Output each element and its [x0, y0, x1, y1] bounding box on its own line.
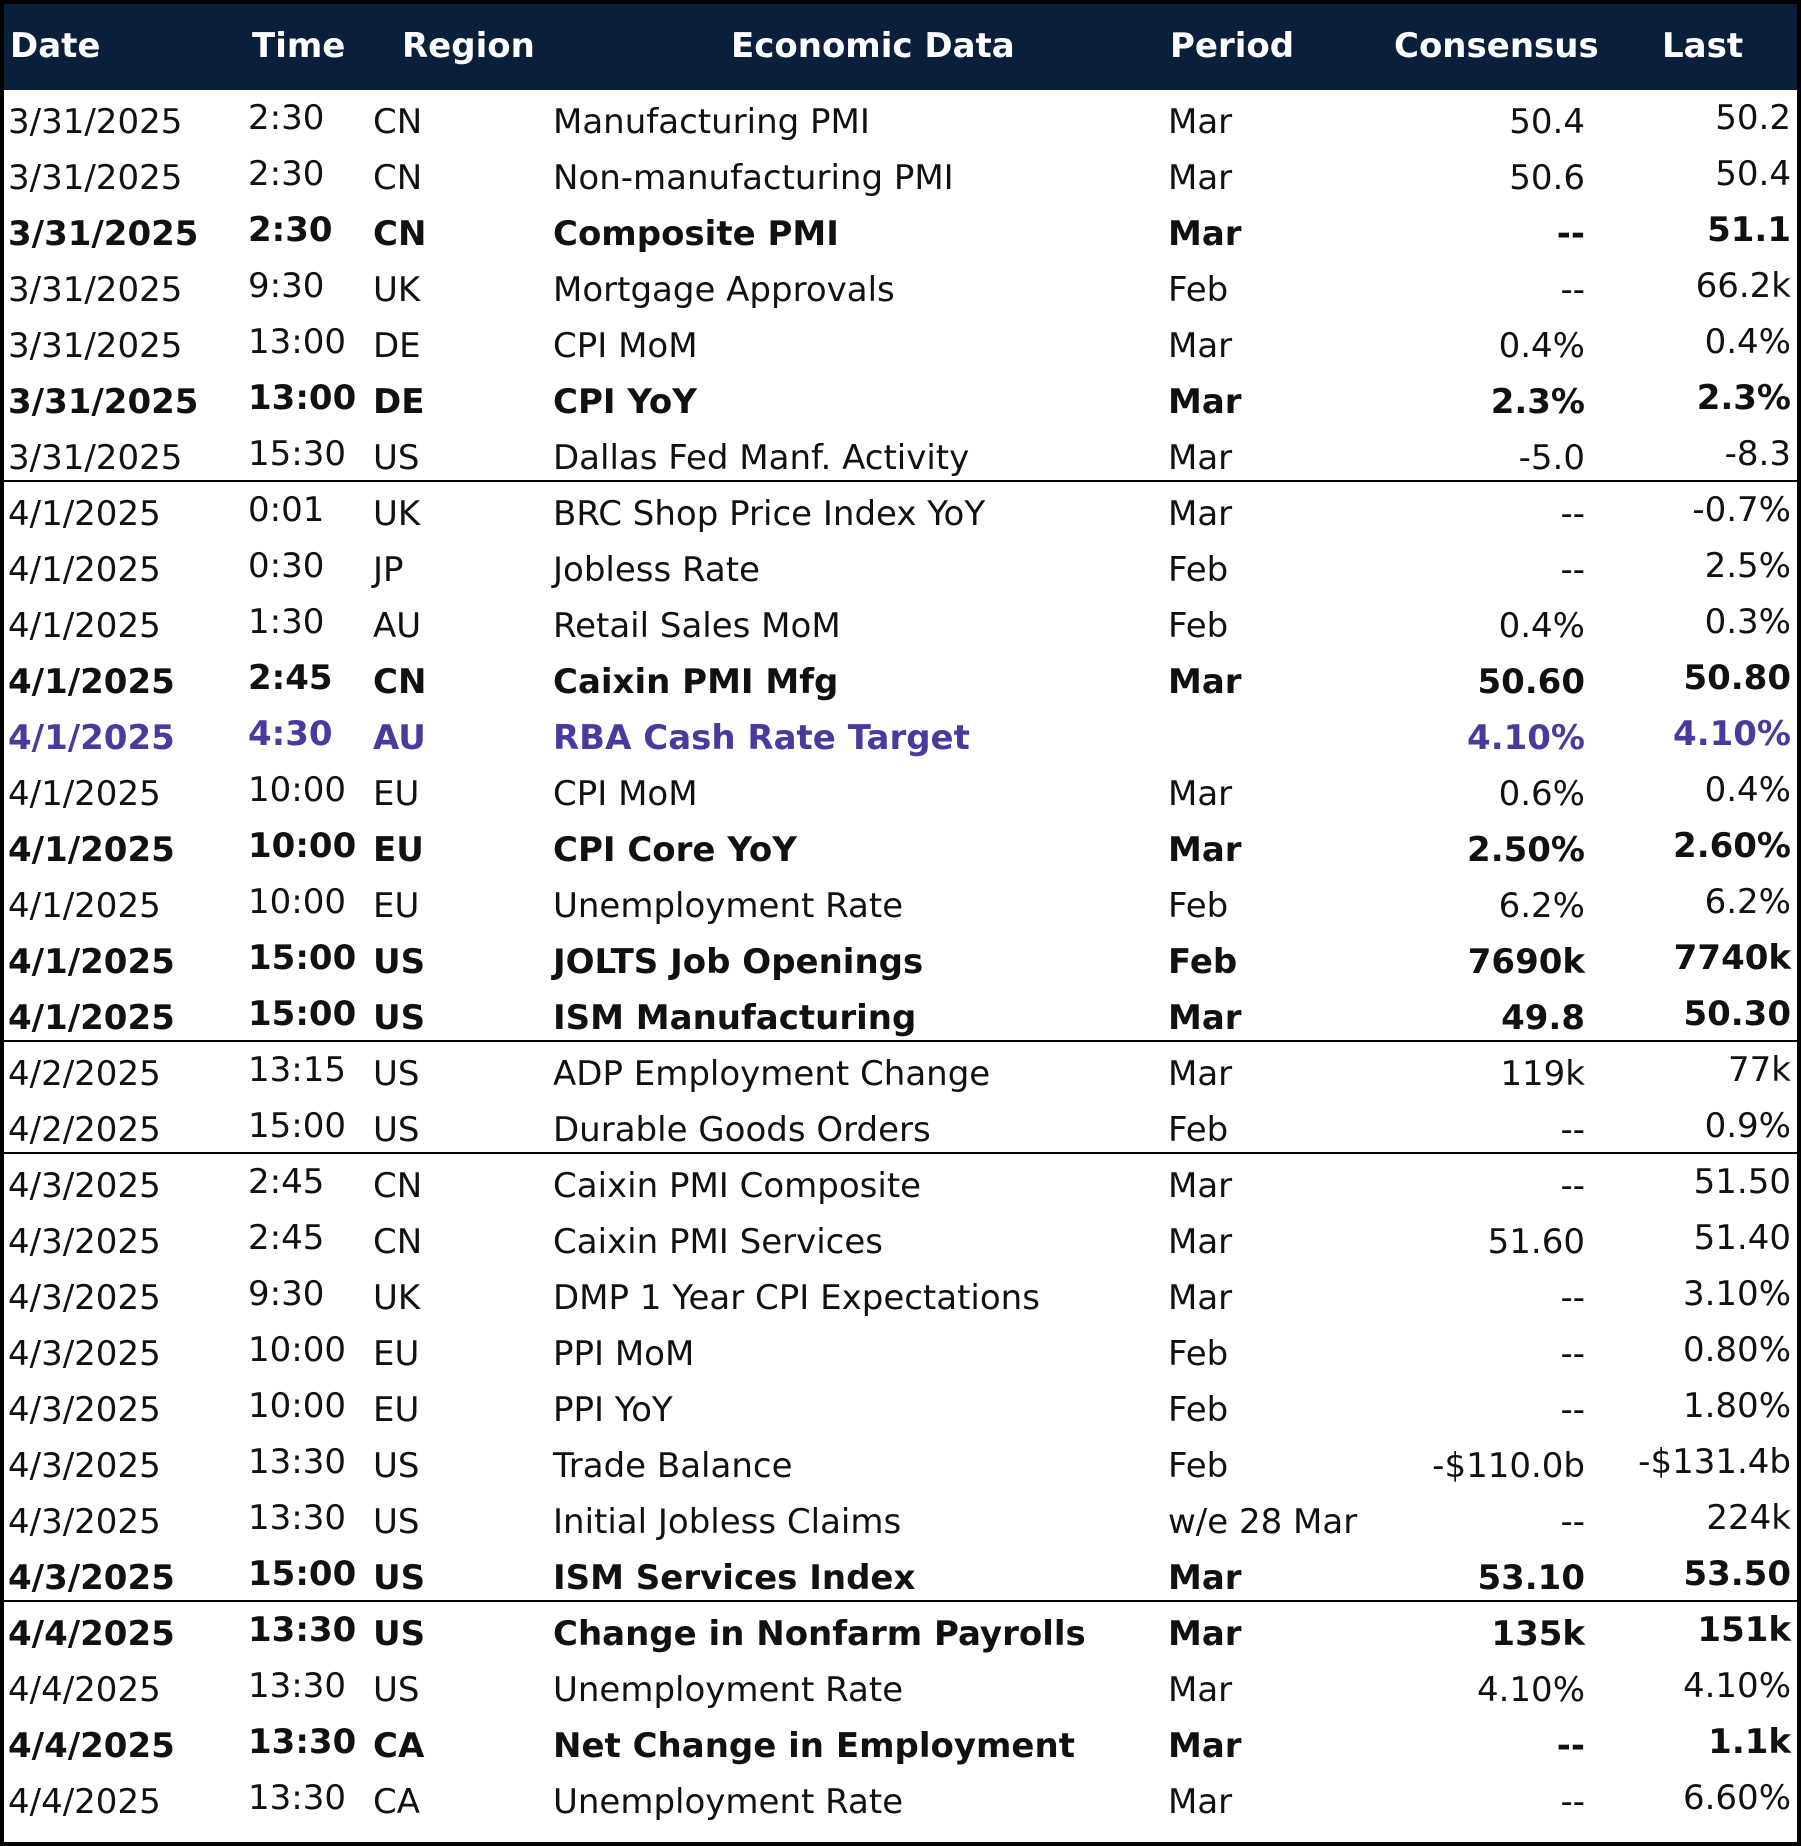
cell-region: CN: [373, 1166, 423, 1206]
cell-region: US: [373, 1502, 420, 1542]
cell-time: 15:00: [248, 994, 357, 1034]
cell-period: Mar: [1168, 998, 1242, 1038]
cell-period: Feb: [1168, 550, 1229, 590]
cell-region: US: [373, 1446, 420, 1486]
cell-last: 50.80: [1683, 658, 1791, 698]
cell-period: Mar: [1168, 1278, 1233, 1318]
cell-date: 3/31/2025: [8, 214, 199, 254]
header-consensus: Consensus: [1394, 26, 1599, 66]
table-row: [4, 1210, 1797, 1266]
table-row: [4, 930, 1797, 986]
header-region: Region: [402, 26, 535, 66]
table-row: [4, 90, 1797, 146]
cell-time: 2:30: [248, 210, 333, 250]
cell-period: Mar: [1168, 1222, 1233, 1262]
cell-economic-data: Unemployment Rate: [553, 886, 904, 926]
table-row: [4, 370, 1797, 426]
header-last: Last: [1662, 26, 1744, 66]
cell-time: 2:30: [248, 98, 325, 138]
cell-time: 10:00: [248, 882, 346, 922]
cell-last: 0.4%: [1704, 770, 1791, 810]
cell-period: Mar: [1168, 774, 1233, 814]
cell-region: US: [373, 1670, 420, 1710]
table-row: [4, 426, 1797, 482]
cell-economic-data: ADP Employment Change: [553, 1054, 991, 1094]
cell-date: 4/4/2025: [8, 1782, 161, 1822]
cell-time: 13:30: [248, 1722, 357, 1762]
cell-time: 15:00: [248, 1106, 346, 1146]
cell-time: 10:00: [248, 770, 346, 810]
table-row: [4, 1098, 1797, 1154]
table-row: [4, 1154, 1797, 1210]
cell-period: Feb: [1168, 1390, 1229, 1430]
cell-time: 1:30: [248, 602, 325, 642]
cell-last: 0.80%: [1682, 1330, 1791, 1370]
cell-region: CN: [373, 214, 427, 254]
cell-economic-data: Mortgage Approvals: [553, 270, 895, 310]
cell-last: 3.10%: [1682, 1274, 1791, 1314]
cell-date: 3/31/2025: [8, 270, 183, 310]
cell-consensus: 2.50%: [1467, 830, 1585, 870]
cell-consensus: --: [1556, 214, 1585, 254]
cell-economic-data: Caixin PMI Services: [553, 1222, 883, 1262]
cell-region: CN: [373, 158, 423, 198]
cell-period: Mar: [1168, 1166, 1233, 1206]
cell-period: Feb: [1168, 270, 1229, 310]
cell-economic-data: Durable Goods Orders: [553, 1110, 931, 1150]
cell-date: 4/3/2025: [8, 1222, 161, 1262]
cell-time: 10:00: [248, 1386, 346, 1426]
cell-date: 4/1/2025: [8, 942, 175, 982]
cell-date: 4/1/2025: [8, 550, 161, 590]
cell-time: 13:30: [248, 1778, 346, 1818]
cell-consensus: 135k: [1491, 1614, 1585, 1654]
cell-last: 0.9%: [1704, 1106, 1791, 1146]
cell-last: 1.80%: [1682, 1386, 1791, 1426]
cell-region: DE: [373, 382, 425, 422]
cell-region: JP: [373, 550, 404, 590]
cell-date: 4/3/2025: [8, 1558, 175, 1598]
cell-consensus: --: [1560, 1166, 1585, 1206]
cell-period: Mar: [1168, 438, 1233, 478]
cell-last: -$131.4b: [1638, 1442, 1791, 1482]
cell-period: Mar: [1168, 1614, 1242, 1654]
cell-economic-data: ISM Manufacturing: [553, 998, 917, 1038]
cell-economic-data: Jobless Rate: [553, 550, 760, 590]
table-row: [4, 1378, 1797, 1434]
cell-last: 50.2: [1715, 98, 1791, 138]
table-row: [4, 1714, 1797, 1770]
table-row: [4, 874, 1797, 930]
cell-region: US: [373, 998, 426, 1038]
cell-period: Feb: [1168, 1110, 1229, 1150]
cell-time: 2:45: [248, 1162, 325, 1202]
cell-region: CA: [373, 1726, 425, 1766]
cell-period: Mar: [1168, 326, 1233, 366]
table-row: [4, 1602, 1797, 1658]
cell-date: 4/1/2025: [8, 998, 175, 1038]
cell-consensus: --: [1560, 494, 1585, 534]
cell-economic-data: BRC Shop Price Index YoY: [553, 494, 986, 534]
cell-region: UK: [373, 270, 421, 310]
cell-time: 13:30: [248, 1610, 357, 1650]
cell-last: 66.2k: [1695, 266, 1791, 306]
cell-consensus: 50.4: [1509, 102, 1585, 142]
cell-consensus: 4.10%: [1476, 1670, 1585, 1710]
cell-last: -0.7%: [1692, 490, 1791, 530]
cell-period: Mar: [1168, 382, 1242, 422]
cell-period: Feb: [1168, 1334, 1229, 1374]
cell-region: EU: [373, 774, 420, 814]
cell-economic-data: ISM Services Index: [553, 1558, 916, 1598]
cell-consensus: --: [1556, 1726, 1585, 1766]
cell-economic-data: JOLTS Job Openings: [553, 942, 924, 982]
cell-last: 0.4%: [1704, 322, 1791, 362]
table-row: [4, 1322, 1797, 1378]
cell-date: 4/3/2025: [8, 1502, 161, 1542]
cell-date: 3/31/2025: [8, 158, 183, 198]
cell-region: UK: [373, 1278, 421, 1318]
cell-region: UK: [373, 494, 421, 534]
cell-region: EU: [373, 1390, 420, 1430]
cell-region: DE: [373, 326, 421, 366]
cell-consensus: 50.6: [1509, 158, 1585, 198]
cell-last: 7740k: [1673, 938, 1791, 978]
cell-last: 4.10%: [1682, 1666, 1791, 1706]
cell-last: 50.30: [1683, 994, 1791, 1034]
cell-time: 2:30: [248, 154, 325, 194]
cell-period: Feb: [1168, 606, 1229, 646]
cell-region: AU: [373, 606, 422, 646]
cell-time: 2:45: [248, 1218, 325, 1258]
cell-region: US: [373, 942, 426, 982]
table-row: [4, 314, 1797, 370]
cell-date: 4/3/2025: [8, 1446, 161, 1486]
table-header: [4, 4, 1797, 90]
cell-region: CN: [373, 662, 427, 702]
cell-period: Mar: [1168, 158, 1233, 198]
cell-consensus: --: [1560, 550, 1585, 590]
cell-last: 53.50: [1683, 1554, 1791, 1594]
cell-date: 4/2/2025: [8, 1054, 161, 1094]
cell-consensus: 119k: [1500, 1054, 1585, 1094]
cell-time: 15:00: [248, 938, 357, 978]
cell-date: 3/31/2025: [8, 102, 183, 142]
cell-economic-data: PPI MoM: [553, 1334, 695, 1374]
cell-last: 51.1: [1707, 210, 1791, 250]
cell-economic-data: CPI Core YoY: [553, 830, 797, 870]
cell-consensus: 0.4%: [1498, 326, 1585, 366]
cell-last: 4.10%: [1673, 714, 1791, 754]
cell-time: 13:00: [248, 322, 346, 362]
cell-time: 2:45: [248, 658, 333, 698]
cell-economic-data: Non-manufacturing PMI: [553, 158, 954, 198]
cell-time: 15:30: [248, 434, 346, 474]
cell-time: 0:01: [248, 490, 325, 530]
cell-period: Mar: [1168, 214, 1242, 254]
cell-date: 4/4/2025: [8, 1614, 175, 1654]
cell-economic-data: Caixin PMI Mfg: [553, 662, 839, 702]
cell-time: 0:30: [248, 546, 325, 586]
cell-period: Mar: [1168, 1670, 1233, 1710]
table-row: [4, 818, 1797, 874]
cell-consensus: 53.10: [1477, 1558, 1585, 1598]
table-row: [4, 986, 1797, 1042]
cell-consensus: --: [1560, 1502, 1585, 1542]
cell-consensus: 6.2%: [1498, 886, 1585, 926]
cell-consensus: --: [1560, 1110, 1585, 1150]
cell-region: US: [373, 1110, 420, 1150]
cell-consensus: 50.60: [1477, 662, 1585, 702]
cell-time: 13:00: [248, 378, 357, 418]
cell-last: 6.2%: [1704, 882, 1791, 922]
cell-consensus: 2.3%: [1490, 382, 1585, 422]
cell-economic-data: CPI YoY: [553, 382, 697, 422]
cell-time: 10:00: [248, 826, 357, 866]
cell-last: 151k: [1697, 1610, 1791, 1650]
cell-date: 4/2/2025: [8, 1110, 161, 1150]
cell-date: 4/1/2025: [8, 774, 161, 814]
cell-date: 4/3/2025: [8, 1390, 161, 1430]
cell-date: 4/3/2025: [8, 1166, 161, 1206]
cell-date: 4/1/2025: [8, 718, 175, 758]
cell-period: Mar: [1168, 1726, 1242, 1766]
cell-time: 9:30: [248, 1274, 325, 1314]
header-period: Period: [1170, 26, 1295, 66]
cell-date: 4/3/2025: [8, 1334, 161, 1374]
cell-economic-data: Composite PMI: [553, 214, 839, 254]
cell-consensus: 7690k: [1467, 942, 1585, 982]
table-row: [4, 146, 1797, 202]
cell-consensus: --: [1560, 1334, 1585, 1374]
cell-economic-data: Caixin PMI Composite: [553, 1166, 922, 1206]
cell-period: w/e 28 Mar: [1168, 1502, 1358, 1542]
table-body: [4, 90, 1797, 1826]
cell-period: Feb: [1168, 942, 1238, 982]
cell-period: Mar: [1168, 830, 1242, 870]
cell-time: 13:30: [248, 1498, 346, 1538]
cell-economic-data: Manufacturing PMI: [553, 102, 870, 142]
cell-last: 6.60%: [1682, 1778, 1791, 1818]
cell-economic-data: RBA Cash Rate Target: [553, 718, 970, 758]
cell-date: 4/1/2025: [8, 886, 161, 926]
cell-consensus: 51.60: [1487, 1222, 1585, 1262]
cell-period: Mar: [1168, 494, 1233, 534]
cell-period: Mar: [1168, 1782, 1233, 1822]
cell-consensus: --: [1560, 270, 1585, 310]
cell-date: 3/31/2025: [8, 326, 183, 366]
cell-region: US: [373, 1558, 426, 1598]
table-row: [4, 706, 1797, 762]
cell-economic-data: Retail Sales MoM: [553, 606, 841, 646]
cell-consensus: 0.6%: [1498, 774, 1585, 814]
cell-consensus: --: [1560, 1278, 1585, 1318]
table-row: [4, 1434, 1797, 1490]
cell-consensus: -5.0: [1518, 438, 1585, 478]
cell-last: 2.5%: [1704, 546, 1791, 586]
cell-economic-data: Trade Balance: [553, 1446, 793, 1486]
cell-date: 4/3/2025: [8, 1278, 161, 1318]
cell-economic-data: DMP 1 Year CPI Expectations: [553, 1278, 1040, 1318]
table-row: [4, 538, 1797, 594]
cell-last: 51.50: [1693, 1162, 1791, 1202]
cell-region: EU: [373, 1334, 420, 1374]
cell-economic-data: Dallas Fed Manf. Activity: [553, 438, 970, 478]
cell-economic-data: Initial Jobless Claims: [553, 1502, 902, 1542]
cell-consensus: 49.8: [1501, 998, 1585, 1038]
header-date: Date: [10, 26, 101, 66]
cell-consensus: 0.4%: [1498, 606, 1585, 646]
cell-last: 50.4: [1715, 154, 1791, 194]
cell-period: Feb: [1168, 1446, 1229, 1486]
cell-last: 77k: [1728, 1050, 1791, 1090]
table-row: [4, 650, 1797, 706]
cell-last: 224k: [1706, 1498, 1791, 1538]
table-row: [4, 1658, 1797, 1714]
cell-time: 13:15: [248, 1050, 346, 1090]
cell-last: 2.60%: [1673, 826, 1791, 866]
cell-region: US: [373, 1054, 420, 1094]
cell-time: 15:00: [248, 1554, 357, 1594]
cell-time: 4:30: [248, 714, 333, 754]
cell-date: 4/1/2025: [8, 830, 175, 870]
table-row: [4, 594, 1797, 650]
cell-consensus: --: [1560, 1782, 1585, 1822]
header-time: Time: [252, 26, 346, 66]
cell-consensus: --: [1560, 1390, 1585, 1430]
cell-date: 4/4/2025: [8, 1726, 175, 1766]
cell-date: 4/4/2025: [8, 1670, 161, 1710]
table-row: [4, 1490, 1797, 1546]
cell-date: 4/1/2025: [8, 606, 161, 646]
cell-time: 10:00: [248, 1330, 346, 1370]
cell-period: Mar: [1168, 1054, 1233, 1094]
table-row: [4, 1266, 1797, 1322]
cell-time: 9:30: [248, 266, 325, 306]
table-row: [4, 1770, 1797, 1826]
cell-last: 0.3%: [1704, 602, 1791, 642]
cell-economic-data: Unemployment Rate: [553, 1670, 904, 1710]
cell-region: CN: [373, 1222, 423, 1262]
cell-consensus: 4.10%: [1467, 718, 1585, 758]
cell-period: Mar: [1168, 102, 1233, 142]
cell-time: 13:30: [248, 1442, 346, 1482]
cell-region: US: [373, 1614, 426, 1654]
cell-consensus: -$110.0b: [1432, 1446, 1585, 1486]
cell-date: 3/31/2025: [8, 382, 199, 422]
cell-date: 4/1/2025: [8, 662, 175, 702]
cell-date: 4/1/2025: [8, 494, 161, 534]
cell-region: CN: [373, 102, 423, 142]
cell-region: US: [373, 438, 420, 478]
cell-economic-data: Change in Nonfarm Payrolls: [553, 1614, 1086, 1654]
cell-economic-data: CPI MoM: [553, 326, 698, 366]
table-row: [4, 482, 1797, 538]
header-economic-data: Economic Data: [731, 26, 1015, 66]
cell-region: EU: [373, 830, 424, 870]
table-row: [4, 1546, 1797, 1602]
table-row: [4, 762, 1797, 818]
cell-period: Feb: [1168, 886, 1229, 926]
cell-period: Mar: [1168, 1558, 1242, 1598]
cell-period: Mar: [1168, 662, 1242, 702]
cell-last: -8.3: [1724, 434, 1791, 474]
cell-last: 2.3%: [1696, 378, 1791, 418]
cell-last: 51.40: [1693, 1218, 1791, 1258]
cell-date: 3/31/2025: [8, 438, 183, 478]
cell-region: EU: [373, 886, 420, 926]
table-row: [4, 1042, 1797, 1098]
cell-last: 1.1k: [1708, 1722, 1791, 1762]
cell-economic-data: PPI YoY: [553, 1390, 673, 1430]
cell-time: 13:30: [248, 1666, 346, 1706]
table-row: [4, 258, 1797, 314]
table-row: [4, 202, 1797, 258]
cell-economic-data: CPI MoM: [553, 774, 698, 814]
cell-region: AU: [373, 718, 426, 758]
cell-economic-data: Unemployment Rate: [553, 1782, 904, 1822]
cell-economic-data: Net Change in Employment: [553, 1726, 1075, 1766]
cell-region: CA: [373, 1782, 420, 1822]
